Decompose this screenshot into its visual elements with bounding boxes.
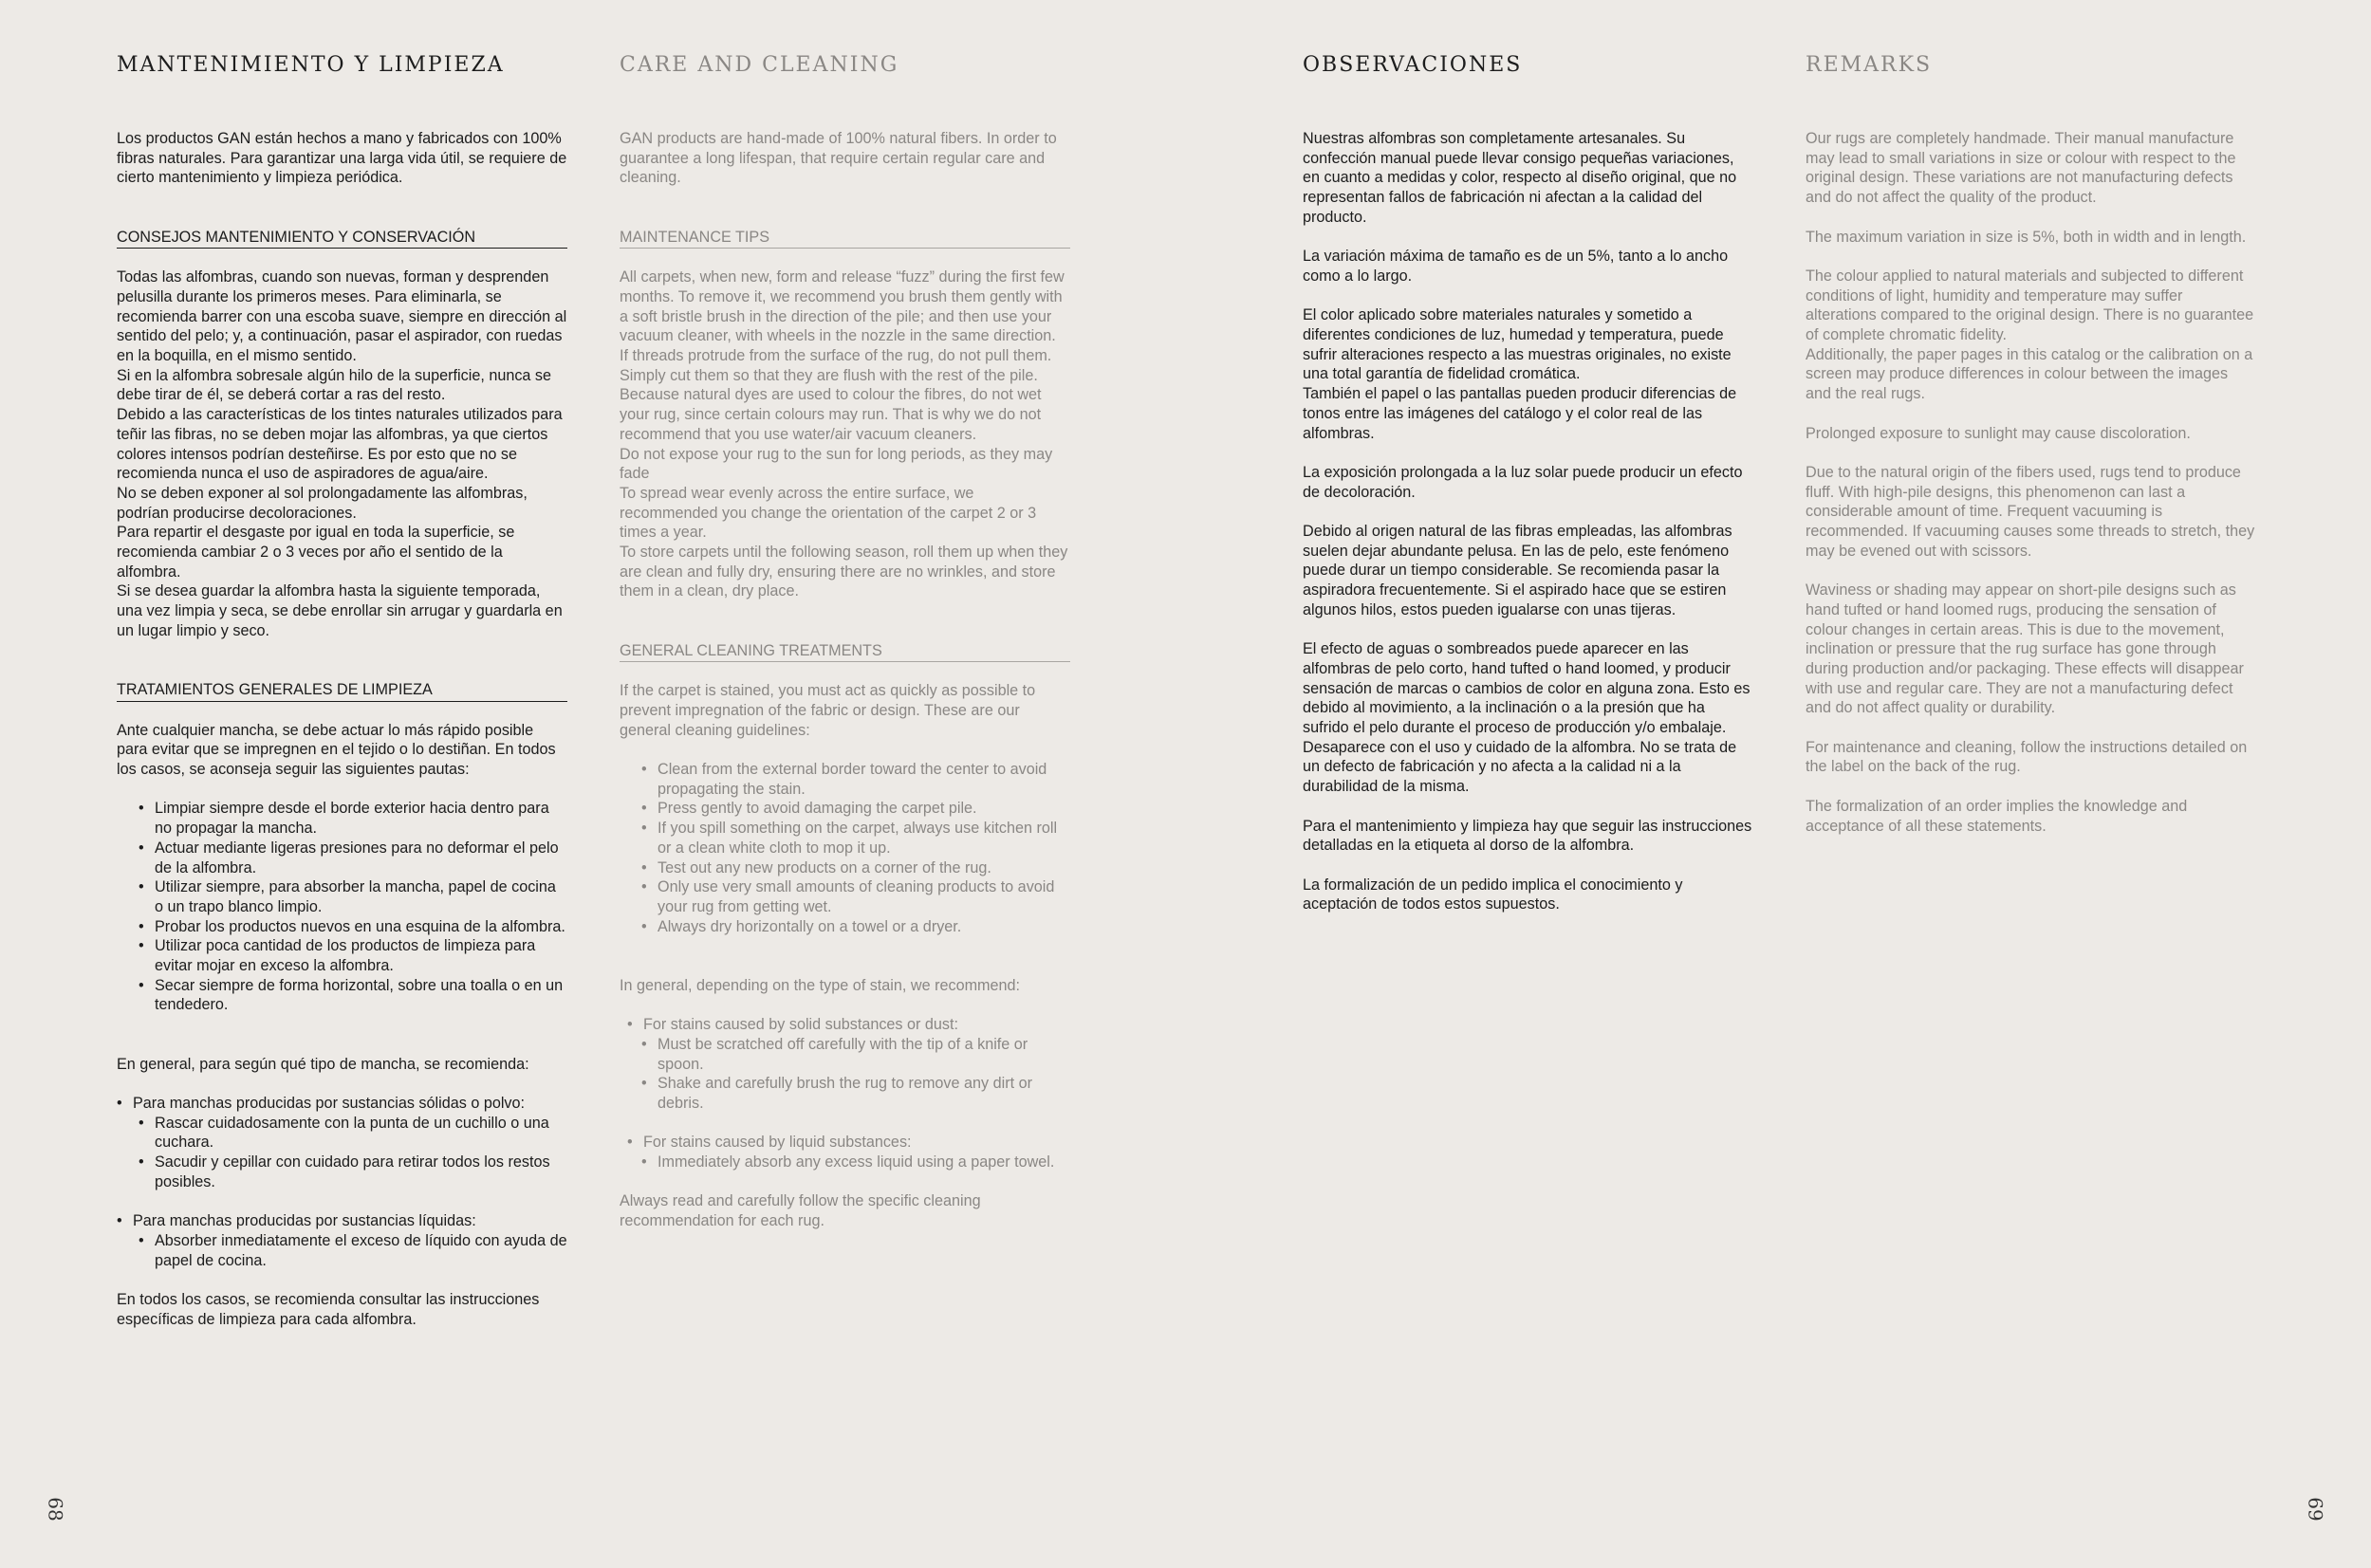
en-cleaning-heading: GENERAL CLEANING TREATMENTS	[620, 641, 1070, 663]
list-item: • Actuar mediante ligeras presiones para no deformar el pelo de la alfombra.	[155, 839, 567, 877]
es-tip: No se deben exponer al sol prolongadamente las alfombras, podrían producirse decoloraciones.	[117, 484, 528, 522]
en-liquid-list	[620, 1133, 1070, 1153]
es-tip: Si se desea guardar la alfombra hasta la siguiente temporada, una vez limpia y seca, se debe enrollar sin arrugar y guardarla en un lugar limpio y seco.	[117, 582, 563, 639]
list-item: • Absorber inmediatamente el exceso de líquido con ayuda de papel de cocina.	[155, 1231, 567, 1270]
en-cleaning-intro: If the carpet is stained, you must act as quickly as possible to prevent impregnation of the fabric or design. These are our general cleaning guidelines:	[620, 682, 1036, 739]
es-tip: Debido a las características de los tintes naturales utilizados para teñir las fibras, no se deben mojar las alfombras, ya que ciertos colores intensos podrían desteñirse. Es por esto que no se recomienda nunca el uso de aspiradores de agua/aire.	[117, 406, 563, 483]
es-solid-list	[117, 1094, 567, 1114]
es-cleaning-intro: Ante cualquier mancha, se debe actuar lo más rápido posible para evitar que se impregnen en el tejido o lo destiñan. En todos los casos, se aconseja seguir las siguientes pautas:	[117, 721, 556, 779]
en-guidelines-list	[620, 760, 1070, 936]
es-tip: Si en la alfombra sobresale algún hilo de la superficie, nunca se debe tirar de él, se deberá cortar a ras del resto.	[117, 366, 552, 404]
page-number-left: 68	[44, 1497, 67, 1522]
es-care-title: MANTENIMIENTO Y LIMPIEZA	[117, 53, 505, 77]
list-item: • For stains caused by liquid substances:	[643, 1133, 1070, 1153]
list-item: • Para manchas producidas por sustancias líquidas:	[117, 1211, 567, 1231]
es-tip: Para repartir el desgaste por igual en toda la superficie, se recomienda cambiar 2 o 3 veces por año el sentido de la alfombra.	[117, 524, 515, 581]
es-remark: La variación máxima de tamaño es de un 5%, tanto a lo ancho como a lo largo.	[1303, 248, 1729, 285]
en-tip: Because natural dyes are used to colour the fibres, do not wet your rug, since certain colours may run. That is why we do not recommend that you use water/air vacuum cleaners.	[620, 386, 1042, 443]
en-tip: Do not expose your rug to the sun for long periods, as they may fade	[620, 445, 1053, 483]
en-remark: Due to the natural origin of the fibers used, rugs tend to produce fluff. With high-pile designs, this phenomenon can last a considerable amount of time. Frequent vacuuming is recommended. If vacuuming causes some threads to stretch, they may be evened out with scissors.	[1806, 463, 2255, 560]
list-item: • Limpiar siempre desde el borde exterior hacia dentro para no propagar la mancha.	[155, 799, 567, 838]
en-remark: Our rugs are completely handmade. Their manual manufacture may lead to small variations in size or colour with respect to the original design. These variations are not manufacturing defects and do not affect the quality of the product.	[1806, 130, 2236, 207]
es-remark: También el papel o las pantallas pueden producir diferencias de tonos entre las imágenes del catálogo y el color real de las alfombras.	[1303, 385, 1737, 442]
en-tips-heading: MAINTENANCE TIPS	[620, 228, 1070, 249]
en-remarks-body	[1806, 129, 2256, 836]
es-guidelines-list	[117, 799, 567, 1015]
list-item: • Only use very small amounts of cleaning products to avoid your rug from getting wet.	[658, 877, 1070, 916]
es-liquid-list	[117, 1211, 567, 1231]
en-care-intro: GAN products are hand-made of 100% natural fibers. In order to guarantee a long lifespan, that require certain regular care and cleaning.	[620, 130, 1057, 187]
en-general: In general, depending on the type of stain, we recommend:	[620, 976, 1021, 994]
en-remark: Additionally, the paper pages in this catalog or the calibration on a screen may produce differences in colour between the images and the real rugs.	[1806, 345, 2253, 403]
en-remarks-title: REMARKS	[1806, 53, 1933, 77]
list-item: • Shake and carefully brush the rug to remove any dirt or debris.	[658, 1074, 1070, 1113]
list-item: • Para manchas producidas por sustancias sólidas o polvo:	[117, 1094, 567, 1114]
list-item: • Must be scratched off carefully with the tip of a knife or spoon.	[658, 1035, 1070, 1074]
list-item: • Utilizar poca cantidad de los productos de limpieza para evitar mojar en exceso la alfombra.	[155, 936, 567, 975]
es-remark: El color aplicado sobre materiales naturales y sometido a diferentes condiciones de luz, humedad y temperatura, puede sufrir alteraciones respecto a las muestras originales, no existe una total garantía de fidelidad cromática.	[1303, 306, 1732, 383]
es-remark: El efecto de aguas o sombreados puede aparecer en las alfombras de pelo corto, hand tufted o hand loomed, y producir sensación de marcas o cambios de color en alguna zona. Esto es debido al movimiento, a la inclinación o a la presión que ha sufrido el pelo durante el proceso de producción y/o embalaje. Desaparece con el uso y cuidado de la alfombra. No se trata de un defecto de fabricación y no afecta a la calidad ni a la durabilidad de la misma.	[1303, 640, 1750, 796]
list-item: • Rascar cuidadosamente con la punta de un cuchillo o una cuchara.	[155, 1114, 567, 1153]
es-remark: Nuestras alfombras son completamente artesanales. Su confección manual puede llevar consigo pequeñas variaciones, en cuanto a medidas y color, respecto al diseño original, que no representan fallos de fabricación ni afectan a la calidad del producto.	[1303, 130, 1737, 226]
page-number-right: 69	[2304, 1497, 2327, 1522]
list-item: • Clean from the external border toward the center to avoid propagating the stain.	[658, 760, 1070, 799]
list-item: • Immediately absorb any excess liquid using a paper towel.	[658, 1153, 1070, 1172]
en-remark: The formalization of an order implies the knowledge and acceptance of all these statements.	[1806, 797, 2188, 835]
list-item: • For stains caused by solid substances or dust:	[643, 1015, 1070, 1035]
es-remark: La formalización de un pedido implica el conocimiento y aceptación de todos estos supuestos.	[1303, 876, 1683, 913]
list-item: • Always dry horizontally on a towel or a dryer.	[658, 917, 1070, 937]
es-cleaning-heading: TRATAMIENTOS GENERALES DE LIMPIEZA	[117, 680, 567, 702]
es-remark: Debido al origen natural de las fibras empleadas, las alfombras suelen dejar abundante pelusa. En las de pelo, este fenómeno puede durar un tiempo considerable. Se recomienda pasar la aspiradora frecuentemente. Si el aspirado hace que se estiren algunos hilos, estos pueden igualarse con unas tijeras.	[1303, 523, 1732, 618]
en-remark: For maintenance and cleaning, follow the instructions detailed on the label on the back of the rug.	[1806, 738, 2248, 776]
es-tips-heading: CONSEJOS MANTENIMIENTO Y CONSERVACIÓN	[117, 228, 567, 249]
es-general: En general, para según qué tipo de mancha, se recomienda:	[117, 1055, 529, 1073]
es-care-intro: Los productos GAN están hechos a mano y fabricados con 100% fibras naturales. Para garantizar una larga vida útil, se requiere de cierto mantenimiento y limpieza periódica.	[117, 130, 567, 187]
en-remark: The maximum variation in size is 5%, both in width and in length.	[1806, 228, 2247, 246]
en-tip: To store carpets until the following season, roll them up when they are clean and fully dry, ensuring there are no wrinkles, and store them in a clean, dry place.	[620, 544, 1068, 600]
es-solid-sublist	[117, 1114, 567, 1192]
en-care-title: CARE AND CLEANING	[620, 53, 899, 77]
es-remarks-title: OBSERVACIONES	[1303, 53, 1523, 77]
list-item: • Utilizar siempre, para absorber la mancha, papel de cocina o un trapo blanco limpio.	[155, 877, 567, 916]
en-remark: Prolonged exposure to sunlight may cause discoloration.	[1806, 424, 2191, 442]
en-remark: Waviness or shading may appear on short-pile designs such as hand tufted or hand loomed rugs, producing the sensation of colour changes in certain areas. This is due to the movement, inclination or pressure that the rug surface has gone through during production and/or packaging. These effects will disappear with use and regular care. They are not a manufacturing defect and do not affect quality or durability.	[1806, 581, 2244, 717]
en-remark: The colour applied to natural materials and subjected to different conditions of light, humidity and temperature may suffer alterations compared to the original design. There is no guarantee of complete chromatic fidelity.	[1806, 267, 2254, 343]
en-tip: To spread wear evenly across the entire surface, we recommended you change the orientation of the carpet 2 or 3 times a year.	[620, 484, 1037, 542]
es-care-body	[117, 129, 567, 1329]
es-remark: La exposición prolongada a la luz solar puede producir un efecto de decoloración.	[1303, 463, 1743, 501]
list-item: • Sacudir y cepillar con cuidado para retirar todos los restos posibles.	[155, 1153, 567, 1191]
list-item: • Test out any new products on a corner of the rug.	[658, 858, 1070, 878]
en-care-body	[620, 129, 1070, 1231]
es-tip: Todas las alfombras, cuando son nuevas, forman y desprenden pelusilla durante los primeros meses. Para eliminarla, se recomienda barrer con una escoba suave, siempre en dirección al sentido del pelo; y, a continuación, pasar el aspirador, con ruedas en la boquilla, en el mismo sentido.	[117, 268, 567, 365]
es-liquid-sublist	[117, 1231, 567, 1270]
list-item: • Press gently to avoid damaging the carpet pile.	[658, 799, 1070, 819]
list-item: • If you spill something on the carpet, always use kitchen roll or a clean white cloth to mop it up.	[658, 819, 1070, 858]
en-solid-list	[620, 1015, 1070, 1035]
list-item: • Probar los productos nuevos en una esquina de la alfombra.	[155, 917, 567, 937]
en-closing: Always read and carefully follow the specific cleaning recommendation for each rug.	[620, 1192, 981, 1230]
en-tip: If threads protrude from the surface of the rug, do not pull them. Simply cut them so that they are flush with the rest of the pile.	[620, 347, 1052, 384]
en-solid-sublist	[620, 1035, 1070, 1114]
en-liquid-sublist	[620, 1153, 1070, 1172]
es-remarks-body	[1303, 129, 1753, 914]
es-remark: Para el mantenimiento y limpieza hay que seguir las instrucciones detalladas en la etiqueta al dorso de la alfombra.	[1303, 817, 1752, 855]
es-closing: En todos los casos, se recomienda consultar las instrucciones específicas de limpieza para cada alfombra.	[117, 1290, 540, 1328]
list-item: • Secar siempre de forma horizontal, sobre una toalla o en un tendedero.	[155, 976, 567, 1015]
en-tip: All carpets, when new, form and release “fuzz” during the first few months. To remove it, we recommend you brush them gently with a soft bristle brush in the direction of the pile; and then use your vacuum cleaner, with wheels in the nozzle in the same direction.	[620, 268, 1065, 345]
